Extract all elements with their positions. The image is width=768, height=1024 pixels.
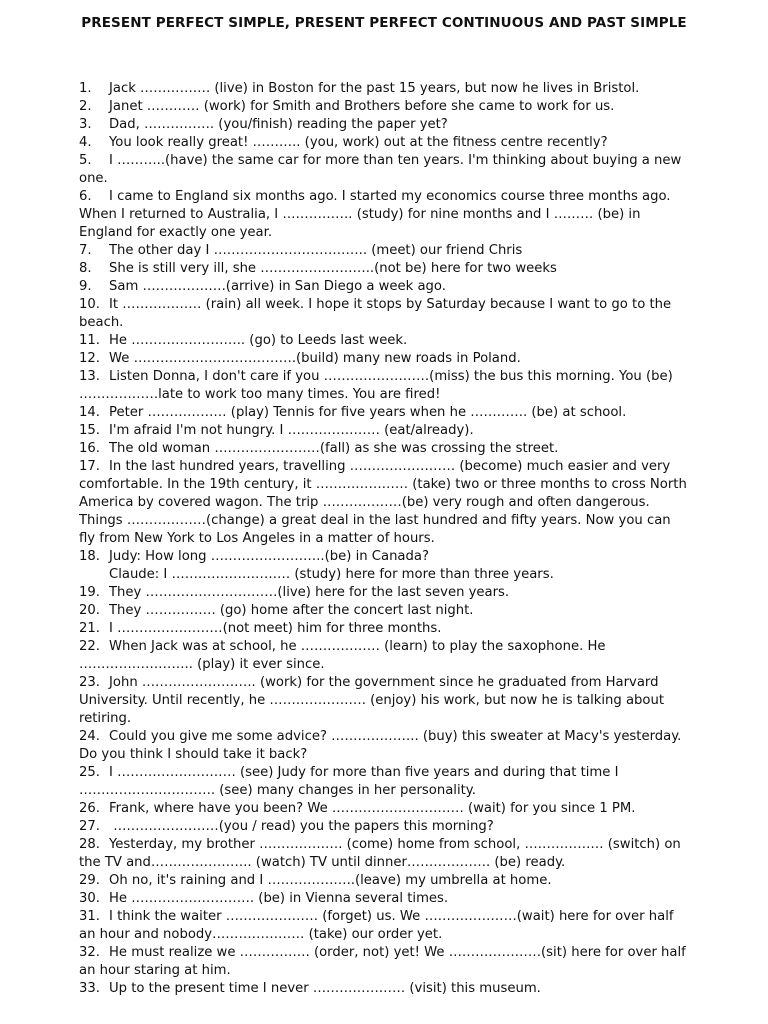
exercise-item	[79, 836, 689, 872]
item-number: 16.	[79, 441, 100, 456]
exercise-item	[79, 818, 689, 836]
exercise-item	[79, 242, 689, 260]
item-text: The other day I …………………………….. (meet) our friend Chris	[109, 243, 523, 258]
exercise-item	[79, 674, 689, 728]
item-number: 22.	[79, 639, 100, 654]
item-text: I think the waiter ………………… (forget) us. We …………………(wait) here for over half an hour and nobody………………… (take) our order yet.	[79, 909, 674, 942]
item-number: 12.	[79, 351, 100, 366]
exercise-list	[79, 80, 689, 998]
item-text: Up to the present time I never ………………… (visit) this museum.	[109, 981, 541, 996]
exercise-item	[79, 620, 689, 638]
exercise-item	[79, 134, 689, 152]
item-text: Claude: I ……………………… (study) here for more than three years.	[109, 567, 554, 582]
item-number: 15.	[79, 423, 100, 438]
item-number: 29.	[79, 873, 100, 888]
item-number: 11.	[79, 333, 100, 348]
item-text: It ……………… (rain) all week. I hope it stops by Saturday because I want to go to the beach.	[79, 297, 672, 330]
exercise-item	[79, 890, 689, 908]
item-text: Janet ………… (work) for Smith and Brothers before she came to work for us.	[109, 99, 615, 114]
exercise-item	[79, 350, 689, 368]
item-number: 30.	[79, 891, 100, 906]
item-number: 26.	[79, 801, 100, 816]
item-text: I ………..(have) the same car for more than ten years. I'm thinking about buying a new one.	[79, 153, 682, 186]
item-text: When Jack was at school, he ……………… (learn) to play the saxophone. He …………………….. (play) it ever since.	[79, 639, 606, 672]
item-number: 4.	[79, 135, 92, 150]
exercise-item	[79, 980, 689, 998]
page-title: PRESENT PERFECT SIMPLE, PRESENT PERFECT CONTINUOUS AND PAST SIMPLE	[81, 15, 687, 31]
item-text: The old woman ……………………(fall) as she was crossing the street.	[109, 441, 559, 456]
item-number: 6.	[79, 189, 92, 204]
exercise-item	[79, 80, 689, 98]
exercise-item	[79, 548, 689, 566]
item-number: 18.	[79, 549, 100, 564]
item-text: Listen Donna, I don't care if you ……………………(miss) the bus this morning. You (be) ………………late to work too many times. You are fired!	[79, 369, 673, 402]
exercise-item	[79, 98, 689, 116]
item-number: 10.	[79, 297, 100, 312]
item-text: Jack ……………. (live) in Boston for the past 15 years, but now he lives in Bristol.	[109, 81, 640, 96]
item-number: 25.	[79, 765, 100, 780]
item-number: 8.	[79, 261, 92, 276]
item-number: 1.	[79, 81, 92, 96]
item-text: I ……………………(not meet) him for three months.	[109, 621, 442, 636]
exercise-item	[79, 872, 689, 890]
item-text: He ………………………. (be) in Vienna several times.	[109, 891, 449, 906]
item-text: In the last hundred years, travelling …………………… (become) much easier and very comfortable. In the 19th century, it ………………… (take) two or three months to cross North America by covered wagon. The trip ………………(be) very rough and often dangerous. Things ………………(change) a great deal in the last hundred and fifty years. Now you can fly from New York to Los Angeles in a matter of hours.	[79, 459, 687, 546]
exercise-item	[79, 728, 689, 764]
item-number: 23.	[79, 675, 100, 690]
exercise-item	[79, 332, 689, 350]
item-number: 21.	[79, 621, 100, 636]
item-text: Oh no, it's raining and I ………………..(leave) my umbrella at home.	[109, 873, 552, 888]
exercise-item	[79, 116, 689, 134]
item-text: Judy: How long ……………………..(be) in Canada?	[109, 549, 429, 564]
item-number: 27.	[79, 819, 100, 834]
exercise-item	[79, 152, 689, 188]
exercise-item	[79, 800, 689, 818]
item-text: She is still very ill, she ……………………..(not be) here for two weeks	[109, 261, 557, 276]
item-text: John …………………….. (work) for the government since he graduated from Harvard University. Until recently, he …………………. (enjoy) his work, but now he is talking about retiring.	[79, 675, 665, 726]
item-number: 3.	[79, 117, 92, 132]
item-text: Could you give me some advice? ……………….. (buy) this sweater at Macy's yesterday. Do you think I should take it back?	[79, 729, 682, 762]
item-text: Yesterday, my brother ………………. (come) home from school, ……………… (switch) on the TV and………………….. (watch) TV until dinner………………. (be) ready.	[79, 837, 681, 870]
exercise-item	[79, 638, 689, 674]
item-text: They ……………. (go) home after the concert last night.	[109, 603, 474, 618]
item-number: 7.	[79, 243, 92, 258]
item-text: Dad, ……………. (you/finish) reading the paper yet?	[109, 117, 448, 132]
item-number: 17.	[79, 459, 100, 474]
exercise-item	[79, 584, 689, 602]
exercise-item	[79, 944, 689, 980]
exercise-item	[79, 260, 689, 278]
exercise-item	[79, 566, 689, 584]
exercise-item	[79, 440, 689, 458]
item-number: 31.	[79, 909, 100, 924]
item-text: I ……………………… (see) Judy for more than five years and during that time I …………………………. (see) many changes in her personality.	[79, 765, 619, 798]
exercise-item	[79, 602, 689, 620]
exercise-item	[79, 908, 689, 944]
item-number: 20.	[79, 603, 100, 618]
item-number: 9.	[79, 279, 92, 294]
exercise-item	[79, 296, 689, 332]
item-number: 19.	[79, 585, 100, 600]
item-text: You look really great! ……….. (you, work) out at the fitness centre recently?	[109, 135, 608, 150]
item-number: 2.	[79, 99, 92, 114]
exercise-item	[79, 764, 689, 800]
item-text: ……………………(you / read) you the papers this morning?	[109, 819, 494, 834]
item-text: Frank, where have you been? We ………………………… (wait) for you since 1 PM.	[109, 801, 636, 816]
exercise-item	[79, 458, 689, 548]
exercise-item	[79, 278, 689, 296]
item-number: 24.	[79, 729, 100, 744]
item-number: 28.	[79, 837, 100, 852]
item-text: I came to England six months ago. I started my economics course three months ago. When I returned to Australia, I ……………. (study) for nine months and I ……… (be) in England for exactly one year.	[79, 189, 671, 240]
item-text: I'm afraid I'm not hungry. I ………………… (eat/already).	[109, 423, 474, 438]
item-text: Peter ……………… (play) Tennis for five years when he …………. (be) at school.	[109, 405, 627, 420]
exercise-item	[79, 368, 689, 404]
exercise-item	[79, 188, 689, 242]
item-number: 5.	[79, 153, 92, 168]
item-text: They …………………………(live) here for the last seven years.	[109, 585, 510, 600]
item-text: Sam ……………….(arrive) in San Diego a week ago.	[109, 279, 446, 294]
exercise-item	[79, 404, 689, 422]
item-number: 13.	[79, 369, 100, 384]
item-number: 32.	[79, 945, 100, 960]
exercise-item	[79, 422, 689, 440]
item-number: 14.	[79, 405, 100, 420]
item-text: He …………………….. (go) to Leeds last week.	[109, 333, 408, 348]
item-number: 33.	[79, 981, 100, 996]
item-text: He must realize we ……………. (order, not) yet! We …………………(sit) here for over half an hour staring at him.	[79, 945, 686, 978]
item-text: We ……………………………….(build) many new roads in Poland.	[109, 351, 521, 366]
